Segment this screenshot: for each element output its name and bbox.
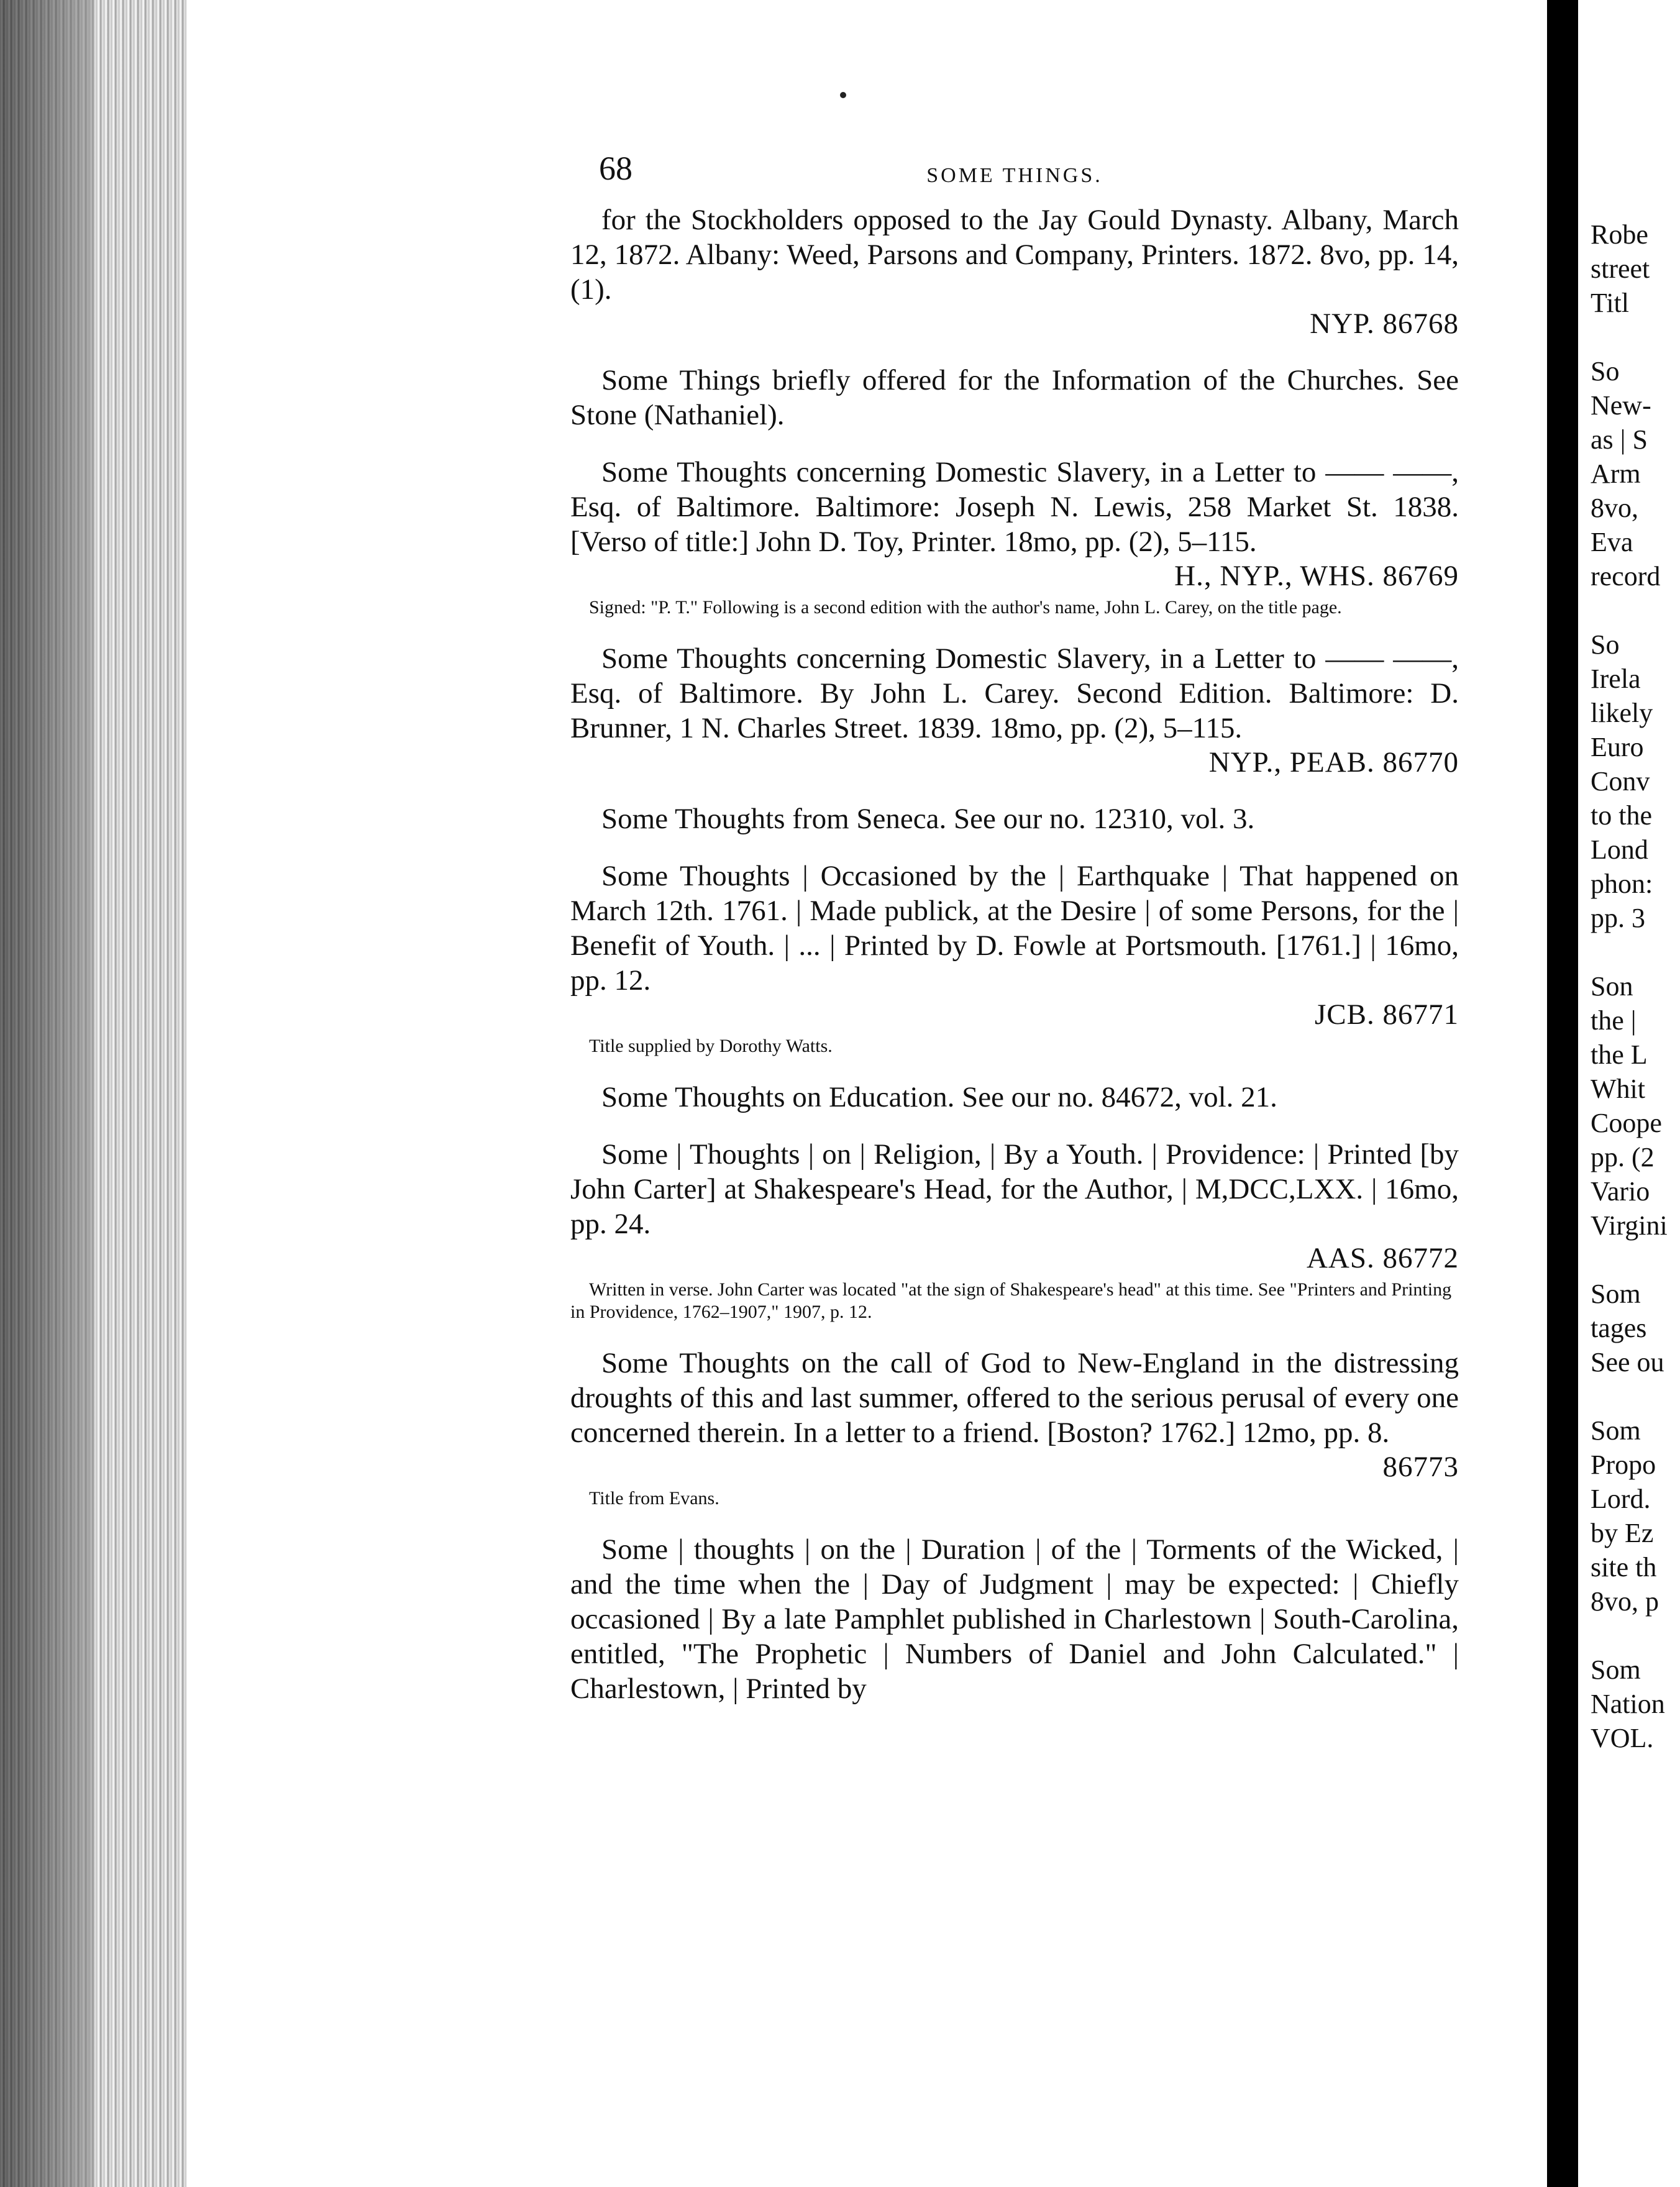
facing-page-fragment xyxy=(1591,1619,1668,1653)
facing-page-fragment: Eva xyxy=(1591,527,1633,557)
entry-holdings: 86773 xyxy=(1382,1451,1459,1483)
bibliography-entry xyxy=(570,363,1459,432)
facing-page-fragment: Lord. xyxy=(1591,1484,1651,1514)
bibliography-entry xyxy=(570,203,1459,340)
facing-page-fragment: Som xyxy=(1591,1655,1641,1685)
entry-holdings: NYP., PEAB. 86770 xyxy=(1208,746,1459,778)
entry-note: Written in verse. John Carter was located "at the sign of Shakespeare's head" at this time. See "Printers and Printing in Providence, 1762–1907," 1907, p. 12. xyxy=(570,1279,1452,1322)
entry-note: Title supplied by Dorothy Watts. xyxy=(589,1036,833,1056)
facing-page-fragment xyxy=(1591,935,1668,969)
entry-holdings: JCB. 86771 xyxy=(1315,998,1459,1031)
entry-note: Title from Evans. xyxy=(589,1488,719,1509)
bibliography-entry xyxy=(570,455,1459,619)
facing-page-fragment: Lond xyxy=(1591,834,1648,865)
facing-page-fragment: pp. (2 xyxy=(1591,1142,1655,1172)
facing-page-fragment: Robe xyxy=(1591,219,1648,250)
facing-page-fragment: phon: xyxy=(1591,869,1653,899)
facing-page-fragment: 8vo, xyxy=(1591,493,1638,523)
facing-page-fragment: by Ez xyxy=(1591,1518,1654,1548)
facing-page-fragment: site th xyxy=(1591,1552,1657,1582)
facing-page-fragment: Titl xyxy=(1591,288,1630,318)
facing-page-fragment: Irela xyxy=(1591,664,1641,694)
bibliography-entry xyxy=(570,1137,1459,1323)
page-number: 68 xyxy=(599,150,632,187)
facing-page-fragment: tages xyxy=(1591,1313,1647,1343)
entry-text: Some | Thoughts | on | Religion, | By a Youth. | Providence: | Printed [by John Carter] at Shakespeare's Head, for the Author, | M,DCC,LXX. | 16mo, pp. 24. xyxy=(570,1138,1459,1240)
page-content xyxy=(570,149,1459,1728)
facing-page-fragment: Vario xyxy=(1591,1176,1650,1207)
facing-page-fragment: the | xyxy=(1591,1005,1637,1036)
facing-page-fragment: Som xyxy=(1591,1279,1641,1309)
bibliography-entry xyxy=(570,801,1459,836)
facing-page-fragment: Propo xyxy=(1591,1450,1656,1480)
facing-page-fragment: See ou xyxy=(1591,1347,1664,1377)
entry-holdings: H., NYP., WHS. 86769 xyxy=(1174,560,1459,592)
facing-page-fragment: likely xyxy=(1591,698,1653,728)
facing-page-fragment: So xyxy=(1591,629,1620,660)
binding-shadow xyxy=(0,0,93,2187)
facing-page-fragment: to the xyxy=(1591,800,1652,831)
bibliography-entry xyxy=(570,1346,1459,1510)
facing-page-fragment: VOL. xyxy=(1591,1723,1654,1753)
entry-text: Some Things briefly offered for the Information of the Churches. See Stone (Nathaniel). xyxy=(570,364,1459,431)
facing-page-fragment: the L xyxy=(1591,1039,1648,1070)
running-title: SOME THINGS. xyxy=(926,164,1103,187)
facing-page-fragment: Arm xyxy=(1591,459,1641,489)
entry-text: Some Thoughts concerning Domestic Slavery, in a Letter to —— ——, Esq. of Baltimore. Baltimore: Joseph N. Lewis, 258 Market St. 1838. [Verso of title:] John D. Toy, Printer. 18mo, pp. (2), 5–115. xyxy=(570,456,1459,558)
book-gutter xyxy=(1547,0,1578,2187)
facing-page-fragment: Son xyxy=(1591,971,1633,1002)
page-header xyxy=(570,149,1459,199)
bibliography-entry xyxy=(570,1080,1459,1115)
facing-page-fragment: Euro xyxy=(1591,732,1644,762)
facing-page-fragment: pp. 3 xyxy=(1591,903,1645,933)
facing-page-fragment: Nation xyxy=(1591,1689,1665,1719)
entry-holdings: AAS. 86772 xyxy=(1306,1242,1459,1274)
facing-page-fragment: Whit xyxy=(1591,1074,1645,1104)
facing-page-fragment xyxy=(1591,1243,1668,1277)
bibliography-entry xyxy=(570,641,1459,779)
facing-page-text xyxy=(1591,217,1668,1755)
facing-page-fragment: Som xyxy=(1591,1415,1641,1446)
entry-text: for the Stockholders opposed to the Jay Gould Dynasty. Albany, March 12, 1872. Albany: Weed, Parsons and Company, Printers. 1872. 8vo, pp. 14, (1). xyxy=(570,204,1459,306)
entry-text: Some Thoughts from Seneca. See our no. 12310, vol. 3. xyxy=(601,803,1255,835)
bibliography-entry xyxy=(570,859,1459,1057)
facing-page-fragment: 8vo, p xyxy=(1591,1586,1659,1617)
facing-page-fragment: Virgini xyxy=(1591,1210,1668,1241)
bibliography-entry xyxy=(570,1532,1459,1706)
ink-speck xyxy=(840,92,846,98)
facing-page-fragment: New- xyxy=(1591,390,1651,421)
facing-page-fragment xyxy=(1591,1379,1668,1413)
entry-list xyxy=(570,203,1459,1706)
entry-text: Some Thoughts on the call of God to New-England in the distressing droughts of this and last summer, offered to the serious perusal of every one concerned therein. In a letter to a friend. [Boston? 1762.] 12mo, pp. 8. xyxy=(570,1347,1459,1449)
facing-page-fragment xyxy=(1591,320,1668,354)
facing-page-fragment: record xyxy=(1591,561,1661,591)
entry-text: Some Thoughts concerning Domestic Slavery, in a Letter to —— ——, Esq. of Baltimore. By John L. Carey. Second Edition. Baltimore: D. Brunner, 1 N. Charles Street. 1839. 18mo, pp. (2), 5–115. xyxy=(570,642,1459,744)
entry-note: Signed: "P. T." Following is a second edition with the author's name, John L. Carey, on the title page. xyxy=(589,597,1342,618)
entry-text: Some Thoughts | Occasioned by the | Earthquake | That happened on March 12th. 1761. | Made publick, at the Desire | of some Persons, for the | Benefit of Youth. | ... | Printed by D. Fowle at Portsmouth. [1761.] | 16mo, pp. 12. xyxy=(570,860,1459,997)
facing-page-fragment: So xyxy=(1591,356,1620,386)
entry-holdings: NYP. 86768 xyxy=(1310,308,1459,340)
entry-text: Some Thoughts on Education. See our no. 84672, vol. 21. xyxy=(601,1081,1277,1113)
facing-page-fragment xyxy=(1591,593,1668,628)
facing-page-fragment: street xyxy=(1591,253,1650,284)
facing-page-fragment: Conv xyxy=(1591,766,1650,797)
facing-page-fragment: as | S xyxy=(1591,424,1648,455)
entry-text: Some | thoughts | on the | Duration | of the | Torments of the Wicked, | and the time when the | Day of Judgment | may be expected: | Chiefly occasioned | By a late Pamphlet published in Charlestown | South-Carolina, entitled, "The Prophetic | Numbers of Daniel and John Calculated." | Charlestown, | Printed by xyxy=(570,1533,1459,1705)
facing-page-fragment: Coope xyxy=(1591,1108,1662,1138)
